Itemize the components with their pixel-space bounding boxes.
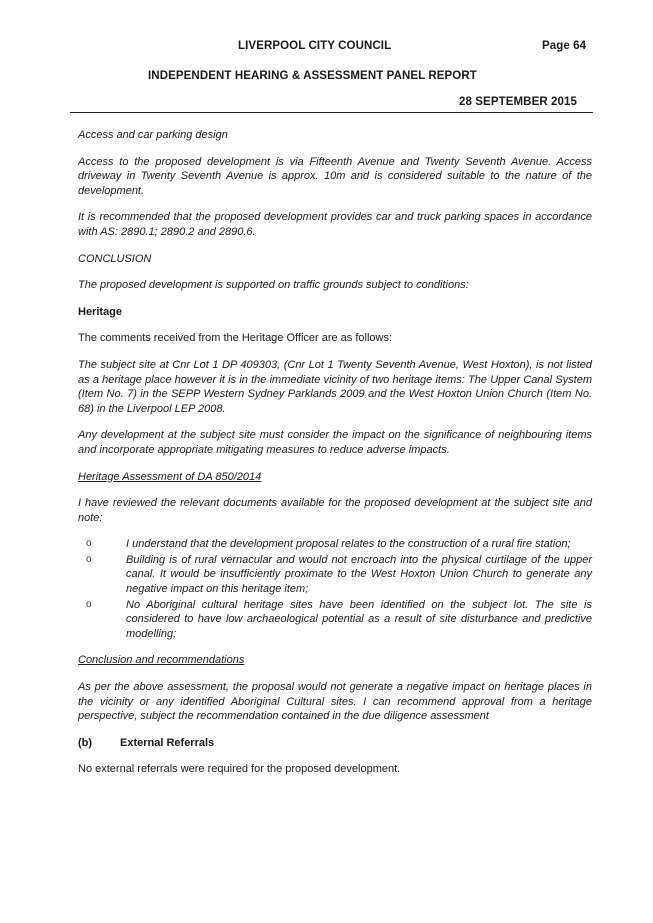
- heritage-site-paragraph: The subject site at Cnr Lot 1 DP 409303, (Cnr Lot 1 Twenty Seventh Avenue, West Hoxton), is not listed as a heritage place however it is in the immediate vicinity of two heritage items: The Upper Canal System (Item No. 7) in the SEPP Western Sydney Parklands 2009 and the West Hoxton Union Church (Item No. 68) in the Liverpool LEP 2008.: [78, 358, 592, 415]
- assessment-intro: I have reviewed the relevant documents available for the proposed development at the subject site and note:: [78, 497, 592, 524]
- bullet-marker: o: [86, 598, 92, 610]
- bullet-text: Building is of rural vernacular and would not encroach into the physical curtilage of the upper canal. It would be insufficiently proximate to the West Hoxton Union Church to generate any negative impact on this heritage item;: [126, 553, 592, 596]
- page-number: Page 64: [542, 40, 587, 52]
- document-body: [78, 128, 592, 789]
- recommendations-paragraph: As per the above assessment, the proposal would not generate a negative impact on heritage places in the vicinity or any identified Aboriginal Cultural sites. I can recommend approval from a heritage perspective, subject the recommendation contained in the due diligence assessment: [78, 681, 592, 723]
- external-referrals-paragraph: No external referrals were required for the proposed development.: [78, 763, 401, 776]
- conclusion-heading: CONCLUSION: [78, 252, 152, 265]
- list-item: [78, 598, 592, 642]
- report-title: INDEPENDENT HEARING & ASSESSMENT PANEL REPORT: [148, 70, 477, 82]
- report-date: 28 SEPTEMBER 2015: [459, 96, 578, 108]
- section-number: (b): [78, 736, 93, 749]
- bullet-marker: o: [86, 553, 92, 565]
- bullet-marker: o: [86, 538, 92, 550]
- access-paragraph: Access to the proposed development is via Fifteenth Avenue and Twenty Seventh Avenue. Access driveway in Twenty Seventh Avenue is approx. 10m and is considered suitable to the nature of the development.: [78, 155, 592, 197]
- access-heading: Access and car parking design: [78, 129, 228, 141]
- heritage-heading: Heritage: [78, 305, 123, 318]
- list-item: [78, 537, 592, 552]
- list-item: [78, 553, 592, 597]
- bullet-text: No Aboriginal cultural heritage sites have been identified on the subject lot. The site is considered to have low archaeological potential as a result of site disturbance and predictive modelling;: [126, 598, 592, 640]
- assessment-heading: Heritage Assessment of DA 850/2014: [78, 470, 262, 483]
- heritage-intro: The comments received from the Heritage Officer are as follows:: [78, 332, 393, 345]
- external-referrals-heading: [78, 736, 592, 751]
- parking-paragraph: It is recommended that the proposed development provides car and truck parking spaces in accordance with AS: 2890.1; 2890.2 and 2890.6.: [78, 211, 592, 238]
- bullet-text: I understand that the development proposal relates to the construction of a rural fire station;: [126, 538, 571, 551]
- heritage-consider-paragraph: Any development at the subject site must consider the impact on the significance of neighbouring items and incorporate appropriate mitigating measures to reduce adverse impacts.: [78, 429, 592, 456]
- assessment-bullets: [78, 537, 592, 641]
- recommendations-heading: Conclusion and recommendations: [78, 654, 245, 667]
- conclusion-paragraph: The proposed development is supported on traffic grounds subject to conditions:: [78, 279, 469, 292]
- section-title: External Referrals: [120, 736, 215, 749]
- header-divider: [70, 112, 593, 113]
- council-name: LIVERPOOL CITY COUNCIL: [238, 40, 392, 52]
